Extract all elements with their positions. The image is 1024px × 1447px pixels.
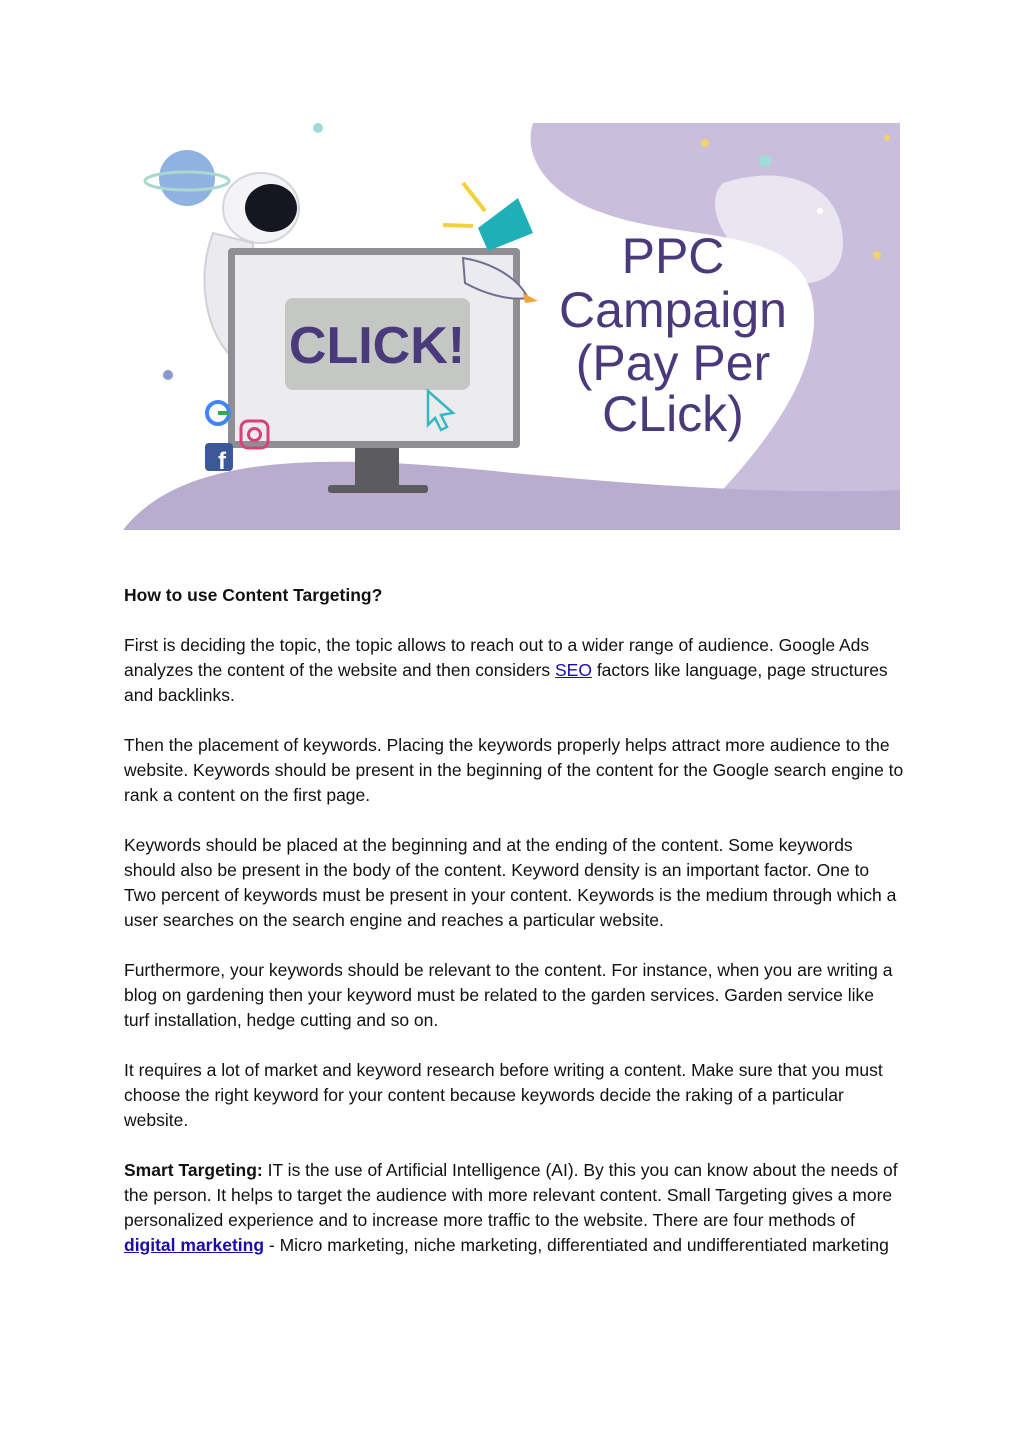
- banner-title-line-4: CLick): [602, 386, 744, 442]
- paragraph-5: It requires a lot of market and keyword research before writing a content. Make sure that you must choose the right keyword for your content because keywords decide the raking of a particular website.: [124, 1060, 883, 1130]
- article-heading: How to use Content Targeting?: [124, 585, 383, 605]
- ppc-banner-image: [123, 123, 900, 530]
- paragraph-4: Furthermore, your keywords should be relevant to the content. For instance, when you are writing a blog on gardening then your keyword must be related to the garden services. Garden service like turf installation, hedge cutting and so on.: [124, 960, 893, 1030]
- digital-marketing-link[interactable]: digital marketing: [124, 1235, 265, 1255]
- svg-text:f: f: [218, 448, 226, 475]
- paragraph-6: [124, 1158, 904, 1258]
- paragraph-6-text-a: IT is the use of Artificial Intelligence (AI). By this you can know about the needs of the person. It helps to target the audience with more relevant content. Small Targeting gives a more personalized experience and to increase more traffic to the website. There are four methods of: [124, 1160, 898, 1230]
- paragraph-1-text-b: factors like language, page structures and backlinks.: [124, 660, 888, 705]
- paragraph-1: [124, 633, 904, 708]
- seo-link[interactable]: SEO: [554, 660, 592, 680]
- paragraph-1-text-a: First is deciding the topic, the topic allows to reach out to a wider range of audience. Google Ads analyzes the content of the website and then considers: [124, 635, 870, 680]
- banner-title-line-3: (Pay Per: [575, 335, 771, 391]
- click-text: CLICK!: [288, 317, 466, 375]
- banner-title-line-1: PPC: [621, 228, 725, 284]
- paragraph-6-text-b: - Micro marketing, niche marketing, differentiated and undifferentiated marketing: [264, 1235, 889, 1255]
- smart-targeting-label: Smart Targeting:: [124, 1160, 263, 1180]
- article-body: [124, 583, 904, 1283]
- paragraph-2: Then the placement of keywords. Placing the keywords properly helps attract more audience to the website. Keywords should be present in the beginning of the content for the Google search engine to rank a content on the first page.: [124, 735, 904, 805]
- banner-title-line-2: Campaign: [559, 282, 787, 338]
- paragraph-3: Keywords should be placed at the beginning and at the ending of the content. Some keywords should also be present in the body of the content. Keyword density is an important factor. One to Two percent of keywords must be present in your content. Keywords is the medium through which a user searches on the search engine and reaches a particular website.: [124, 835, 897, 930]
- facebook-icon: [205, 443, 233, 475]
